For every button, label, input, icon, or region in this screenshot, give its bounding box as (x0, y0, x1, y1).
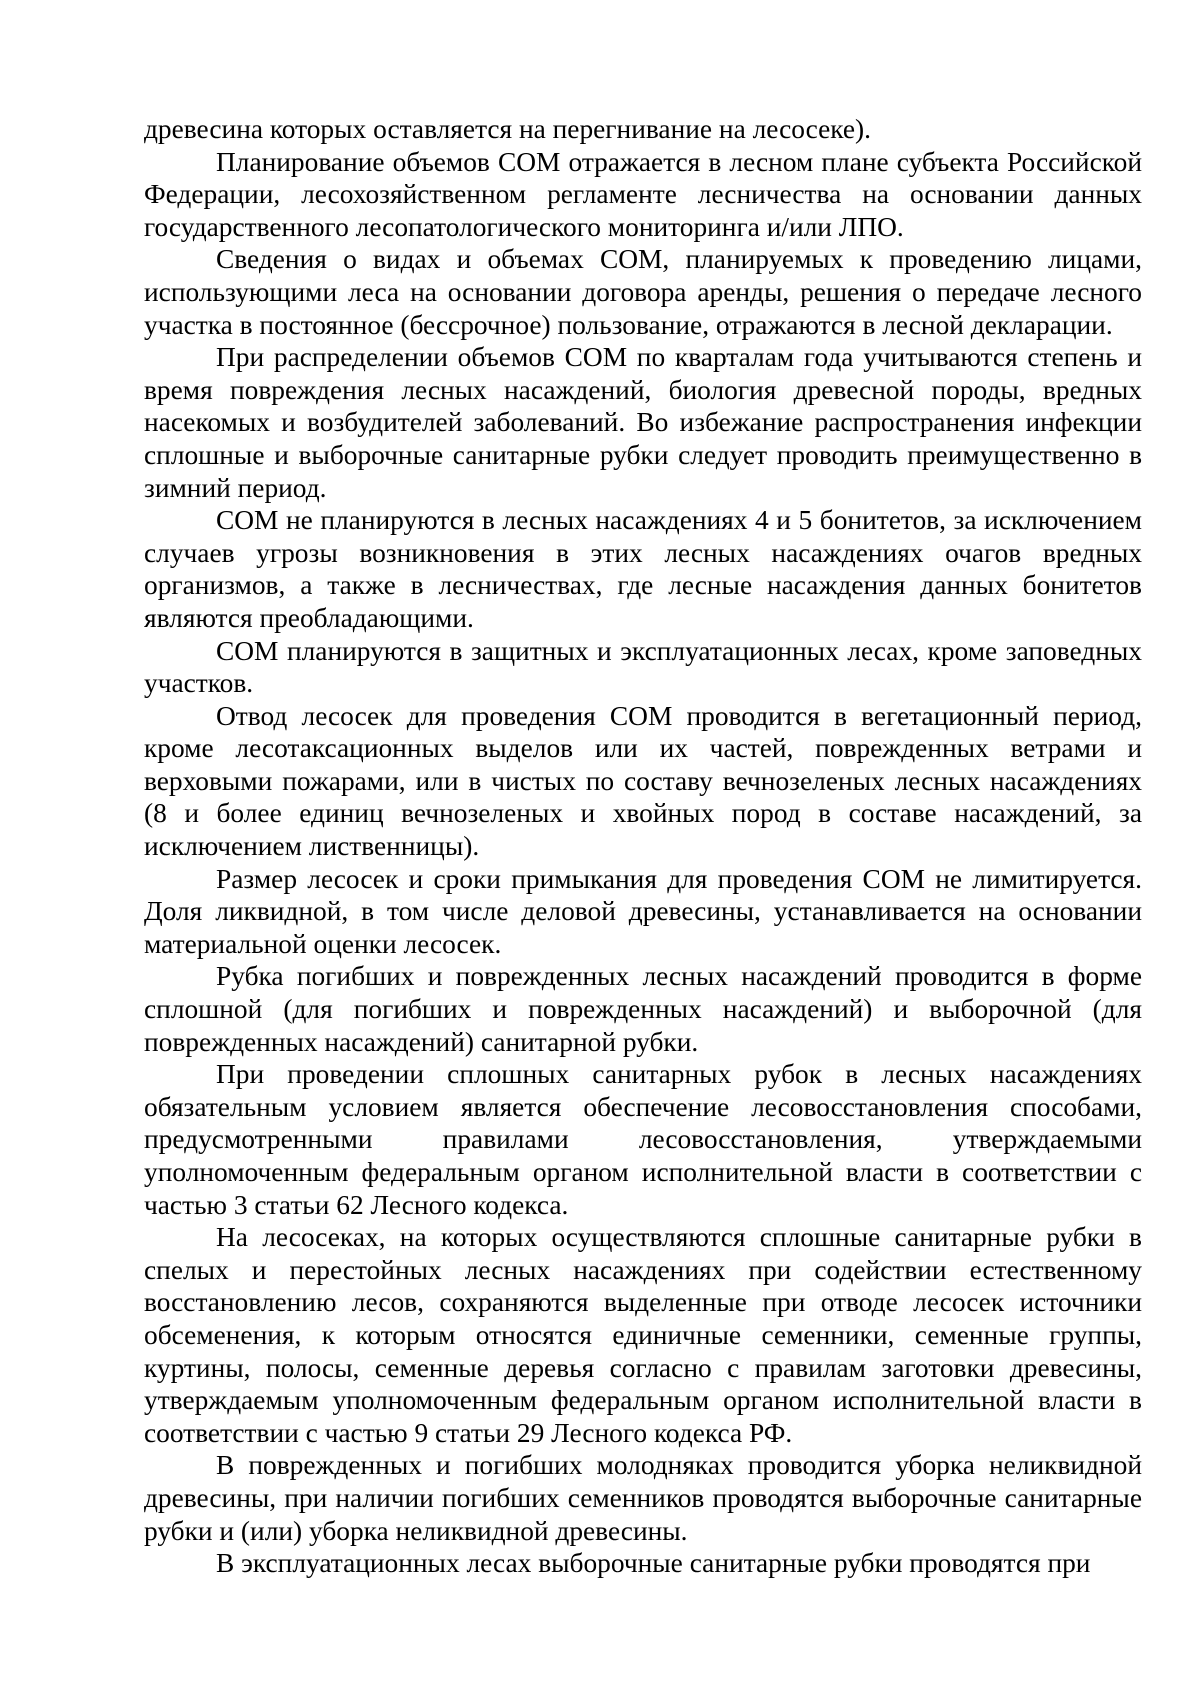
paragraph: При распределении объемов СОМ по кварталам года учитываются степень и время повреждения лесных насаждений, биология древесной породы, вредных насекомых и возбудителей заболеваний. Во избежание распространения инфекции сплошные и выборочные санитарные рубки следует проводить преимущественно в зимний период. (144, 342, 1142, 503)
paragraph-truncated: В эксплуатационных лесах выборочные санитарные рубки проводятся при (216, 1548, 1091, 1579)
paragraph-continuation: древесина которых оставляется на перегнивание на лесосеке). (144, 114, 872, 144)
paragraph: При проведении сплошных санитарных рубок в лесных насаждениях обязательным условием является обеспечение лесовосстановления способами, предусмотренными правилами лесовосстановления, утверждаемыми уполномоченным федеральным органом исполнительной власти в соответствии с частью 3 статьи 62 Лесного кодекса. (144, 1059, 1142, 1220)
paragraph: Планирование объемов СОМ отражается в лесном плане субъекта Российской Федерации, лесохозяйственном регламенте лесничества на основании данных государственного лесопатологического мониторинга и/или ЛПО. (144, 146, 1142, 242)
paragraph: На лесосеках, на которых осуществляются сплошные санитарные рубки в спелых и перестойных лесных насаждениях при содействии естественному восстановлению лесов, сохраняются выделенные при отводе лесосек источники обсеменения, к которым относятся единичные семенники, семенные группы, куртины, полосы, семенные деревья согласно с правилам заготовки древесины, утверждаемым уполномоченным федеральным органом исполнительной власти в соответствии с частью 9 статьи 29 Лесного кодекса РФ. (144, 1222, 1142, 1448)
paragraph: СОМ планируются в защитных и эксплуатационных лесах, кроме заповедных участков. (144, 635, 1142, 699)
paragraph: Сведения о видах и объемах СОМ, планируемых к проведению лицами, использующими леса на основании договора аренды, решения о передаче лесного участка в постоянное (бессрочное) пользование, отражаются в лесной декларации. (144, 244, 1142, 340)
paragraph: Отвод лесосек для проведения СОМ проводится в вегетационный период, кроме лесотаксационных выделов или их частей, поврежденных ветрами и верховыми пожарами, или в чистых по составу вечнозеленых лесных насаждениях (8 и более единиц вечнозеленых и хвойных пород в составе насаждений, за исключением лиственницы). (144, 700, 1142, 862)
document-page (144, 113, 1142, 1580)
paragraph: Размер лесосек и сроки примыкания для проведения СОМ не лимитируется. Доля ликвидной, в том числе деловой древесины, устанавливается на основании материальной оценки лесосек. (144, 863, 1142, 959)
paragraph: СОМ не планируются в лесных насаждениях 4 и 5 бонитетов, за исключением случаев угрозы возникновения в этих лесных насаждениях очагов вредных организмов, а также в лесничествах, где лесные насаждения данных бонитетов являются преобладающими. (144, 505, 1142, 633)
paragraph: Рубка погибших и поврежденных лесных насаждений проводится в форме сплошной (для погибших и поврежденных насаждений) и выборочной (для поврежденных насаждений) санитарной рубки. (144, 961, 1142, 1057)
paragraph: В поврежденных и погибших молодняках проводится уборка неликвидной древесины, при наличии погибших семенников проводятся выборочные санитарные рубки и (или) уборка неликвидной древесины. (144, 1450, 1142, 1546)
